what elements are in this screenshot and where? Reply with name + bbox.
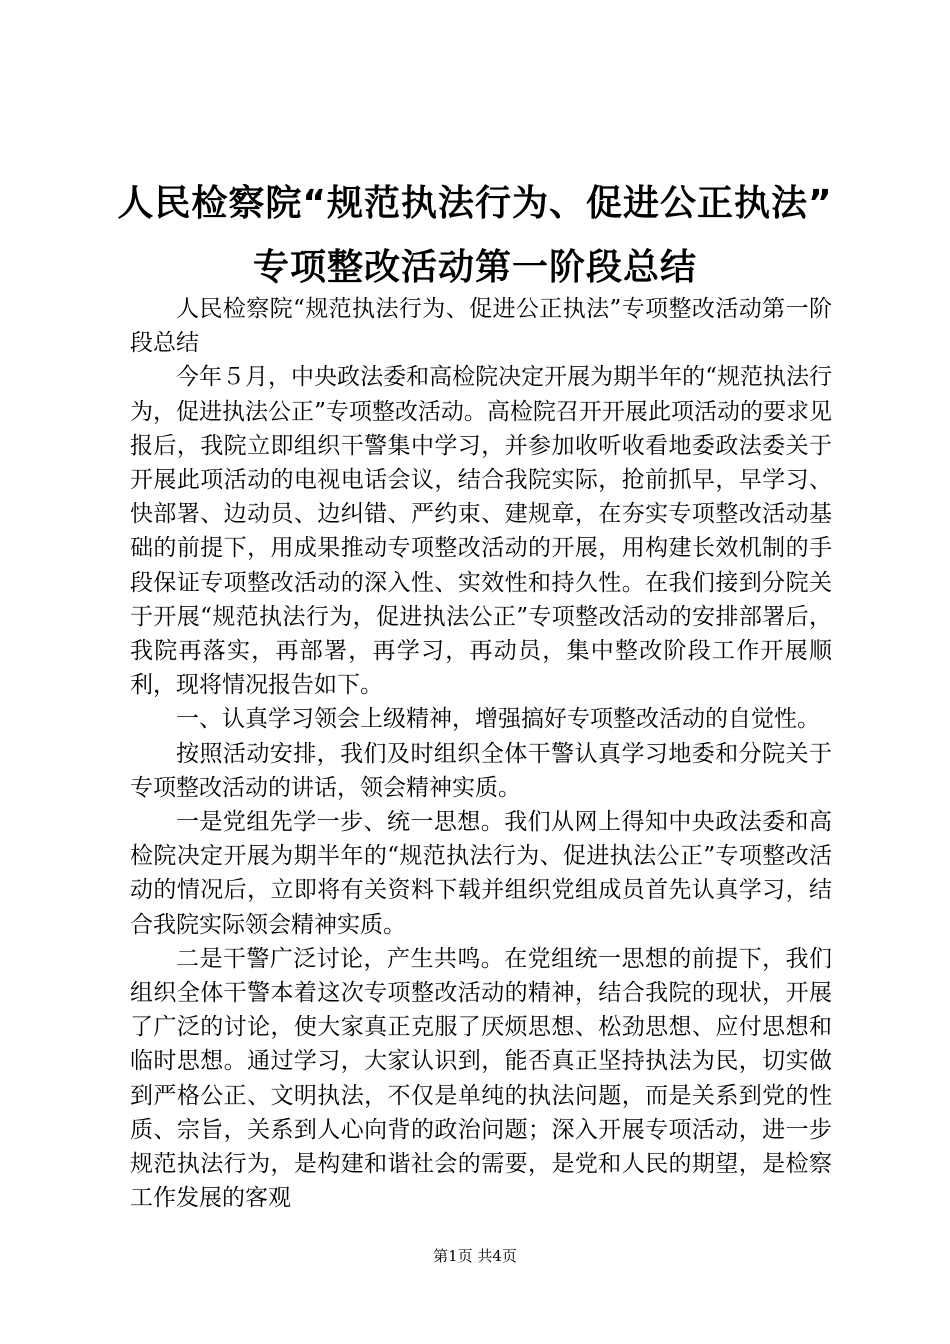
paragraph-intro: 今年５月，中央政法委和高检院决定开展为期半年的“规范执法行为，促进执法公正”专项整改活动。高检院召开开展此项活动的要求见报后，我院立即组织干警集中学习，并参加收听收看地委政法委关于开展此项活动的电视电话会议，结合我院实际，抢前抓早，早学习、快部署、边动员、边纠错、严约束、建规章，在夯实专项整改活动基础的前提下，用成果推动专项整改活动的开展，用构建长效机制的手段保证专项整改活动的深入性、实效性和持久性。在我们接到分院关于开展“规范执法行为，促进执法公正”专项整改活动的安排部署后，我院再落实，再部署，再学习，再动员，集中整改阶段工作开展顺利，现将情况报告如下。 [130, 364, 832, 699]
paragraph-subtitle: 人民检察院“规范执法行为、促进公正执法”专项整改活动第一阶段总结 [130, 296, 832, 357]
page-footer: 第1页 共4页 [433, 1247, 517, 1265]
paragraph: 一是党组先学一步、统一思想。我们从网上得知中央政法委和高检院决定开展为期半年的“规范执法行为、促进执法公正”专项整改活动的情况后，立即将有关资料下载并组织党组成员首先认真学习，结合我院实际领会精神实质。 [130, 809, 832, 938]
title-line-1: 人民检察院“规范执法行为、促进公正执法” [117, 183, 833, 224]
document-body [130, 292, 832, 1215]
paragraph: 二是干警广泛讨论，产生共鸣。在党组统一思想的前提下，我们组织全体干警本着这次专项整改活动的精神，结合我院的现状，开展了广泛的讨论，使大家真正克服了厌烦思想、松劲思想、应付思想和临时思想。通过学习，大家认识到，能否真正坚持执法为民，切实做到严格公正、文明执法，不仅是单纯的执法问题，而是关系到党的性质、宗旨，关系到人心向背的政治问题；深入开展专项活动，进一步规范执法行为，是构建和谐社会的需要，是党和人民的期望，是检察工作发展的客观 [130, 945, 832, 1212]
paragraph: 按照活动安排，我们及时组织全体干警认真学习地委和分院关于专项整改活动的讲话，领会精神实质。 [130, 740, 832, 801]
document-title [0, 172, 950, 300]
section-heading-1: 一、认真学习领会上级精神，增强搞好专项整改活动的自觉性。 [176, 706, 820, 733]
title-line-2: 专项整改活动第一阶段总结 [252, 247, 697, 288]
